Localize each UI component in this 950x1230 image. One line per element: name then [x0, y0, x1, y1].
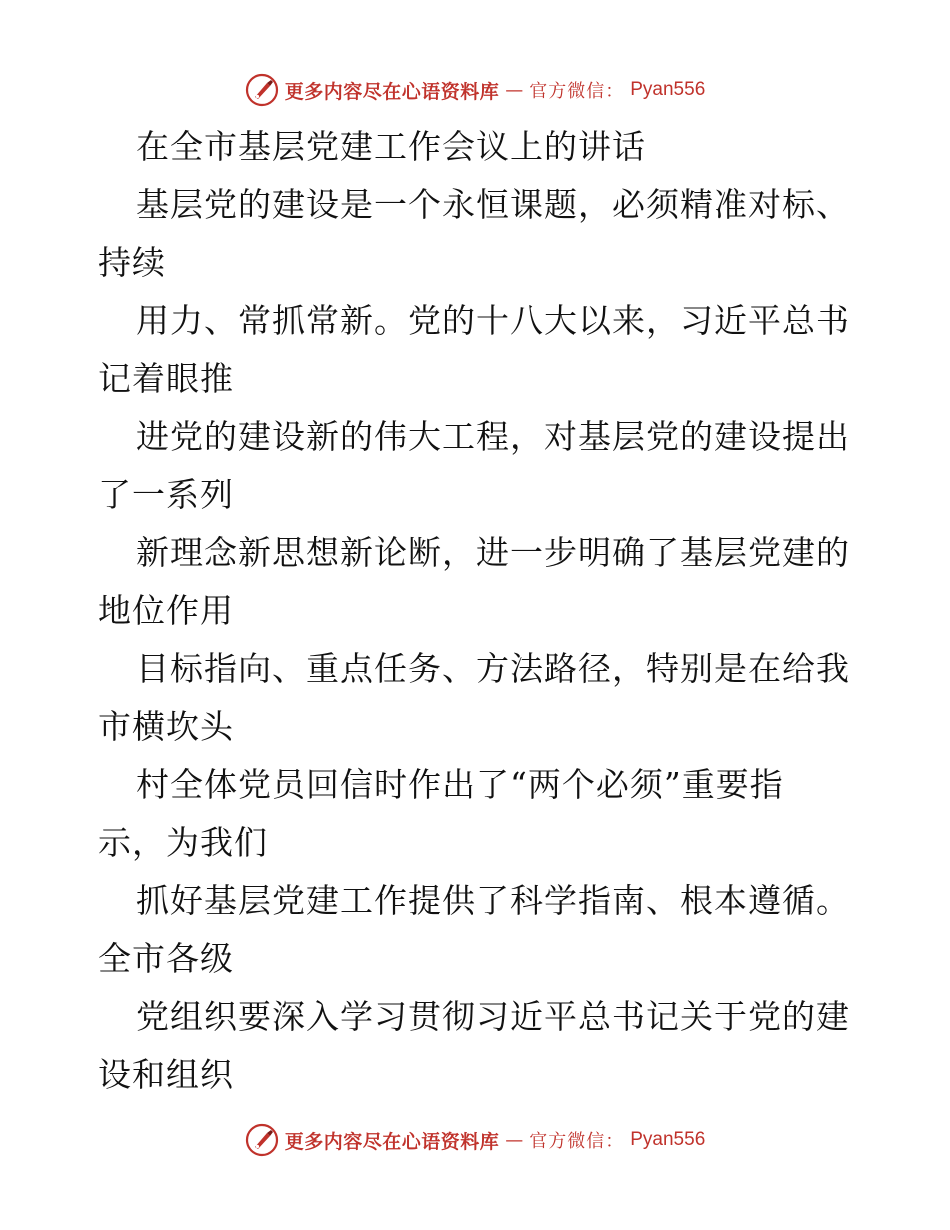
- text-line: 持续: [98, 243, 166, 282]
- text-line: 新理念新思想新论断，进一步明确了基层党建的: [136, 533, 850, 572]
- text-line: 示，为我们: [98, 823, 268, 862]
- banner-wechat-id: Pyan556: [630, 1129, 706, 1150]
- footer-banner: [0, 1120, 950, 1160]
- text-line: 用力、常抓常新。党的十八大以来，习近平总书: [136, 301, 850, 340]
- document-title: 在全市基层党建工作会议上的讲话: [136, 127, 646, 166]
- text-line: 抓好基层党建工作提供了科学指南、根本遵循。: [136, 881, 850, 920]
- banner-contact-label: 官方微信：: [529, 81, 625, 102]
- text-line: 市横坎头: [98, 707, 234, 746]
- banner-separator: —: [505, 1129, 524, 1151]
- document-body: [98, 118, 858, 1104]
- pen-nib-circle-icon: [245, 1123, 279, 1157]
- text-line: 了一系列: [98, 475, 234, 514]
- text-line: 记着眼推: [98, 359, 234, 398]
- text-line: 目标指向、重点任务、方法路径，特别是在给我: [136, 649, 850, 688]
- text-line: 设和组织: [98, 1055, 234, 1094]
- banner-separator: —: [505, 79, 524, 101]
- banner-wechat-id: Pyan556: [630, 79, 706, 100]
- text-line: 全市各级: [98, 939, 234, 978]
- text-line: 进党的建设新的伟大工程，对基层党的建设提出: [136, 417, 850, 456]
- header-banner: [0, 70, 950, 110]
- text-line: 党组织要深入学习贯彻习近平总书记关于党的建: [136, 997, 850, 1036]
- pen-nib-circle-icon: [245, 73, 279, 107]
- text-line: 基层党的建设是一个永恒课题，必须精准对标、: [136, 185, 850, 224]
- banner-brand-text: 更多内容尽在心语资料库: [284, 80, 500, 103]
- text-line: 村全体党员回信时作出了“两个必须”重要指: [136, 765, 784, 804]
- banner-contact-label: 官方微信：: [529, 1131, 625, 1152]
- text-line: 地位作用: [98, 591, 234, 630]
- banner-brand-text: 更多内容尽在心语资料库: [284, 1130, 500, 1153]
